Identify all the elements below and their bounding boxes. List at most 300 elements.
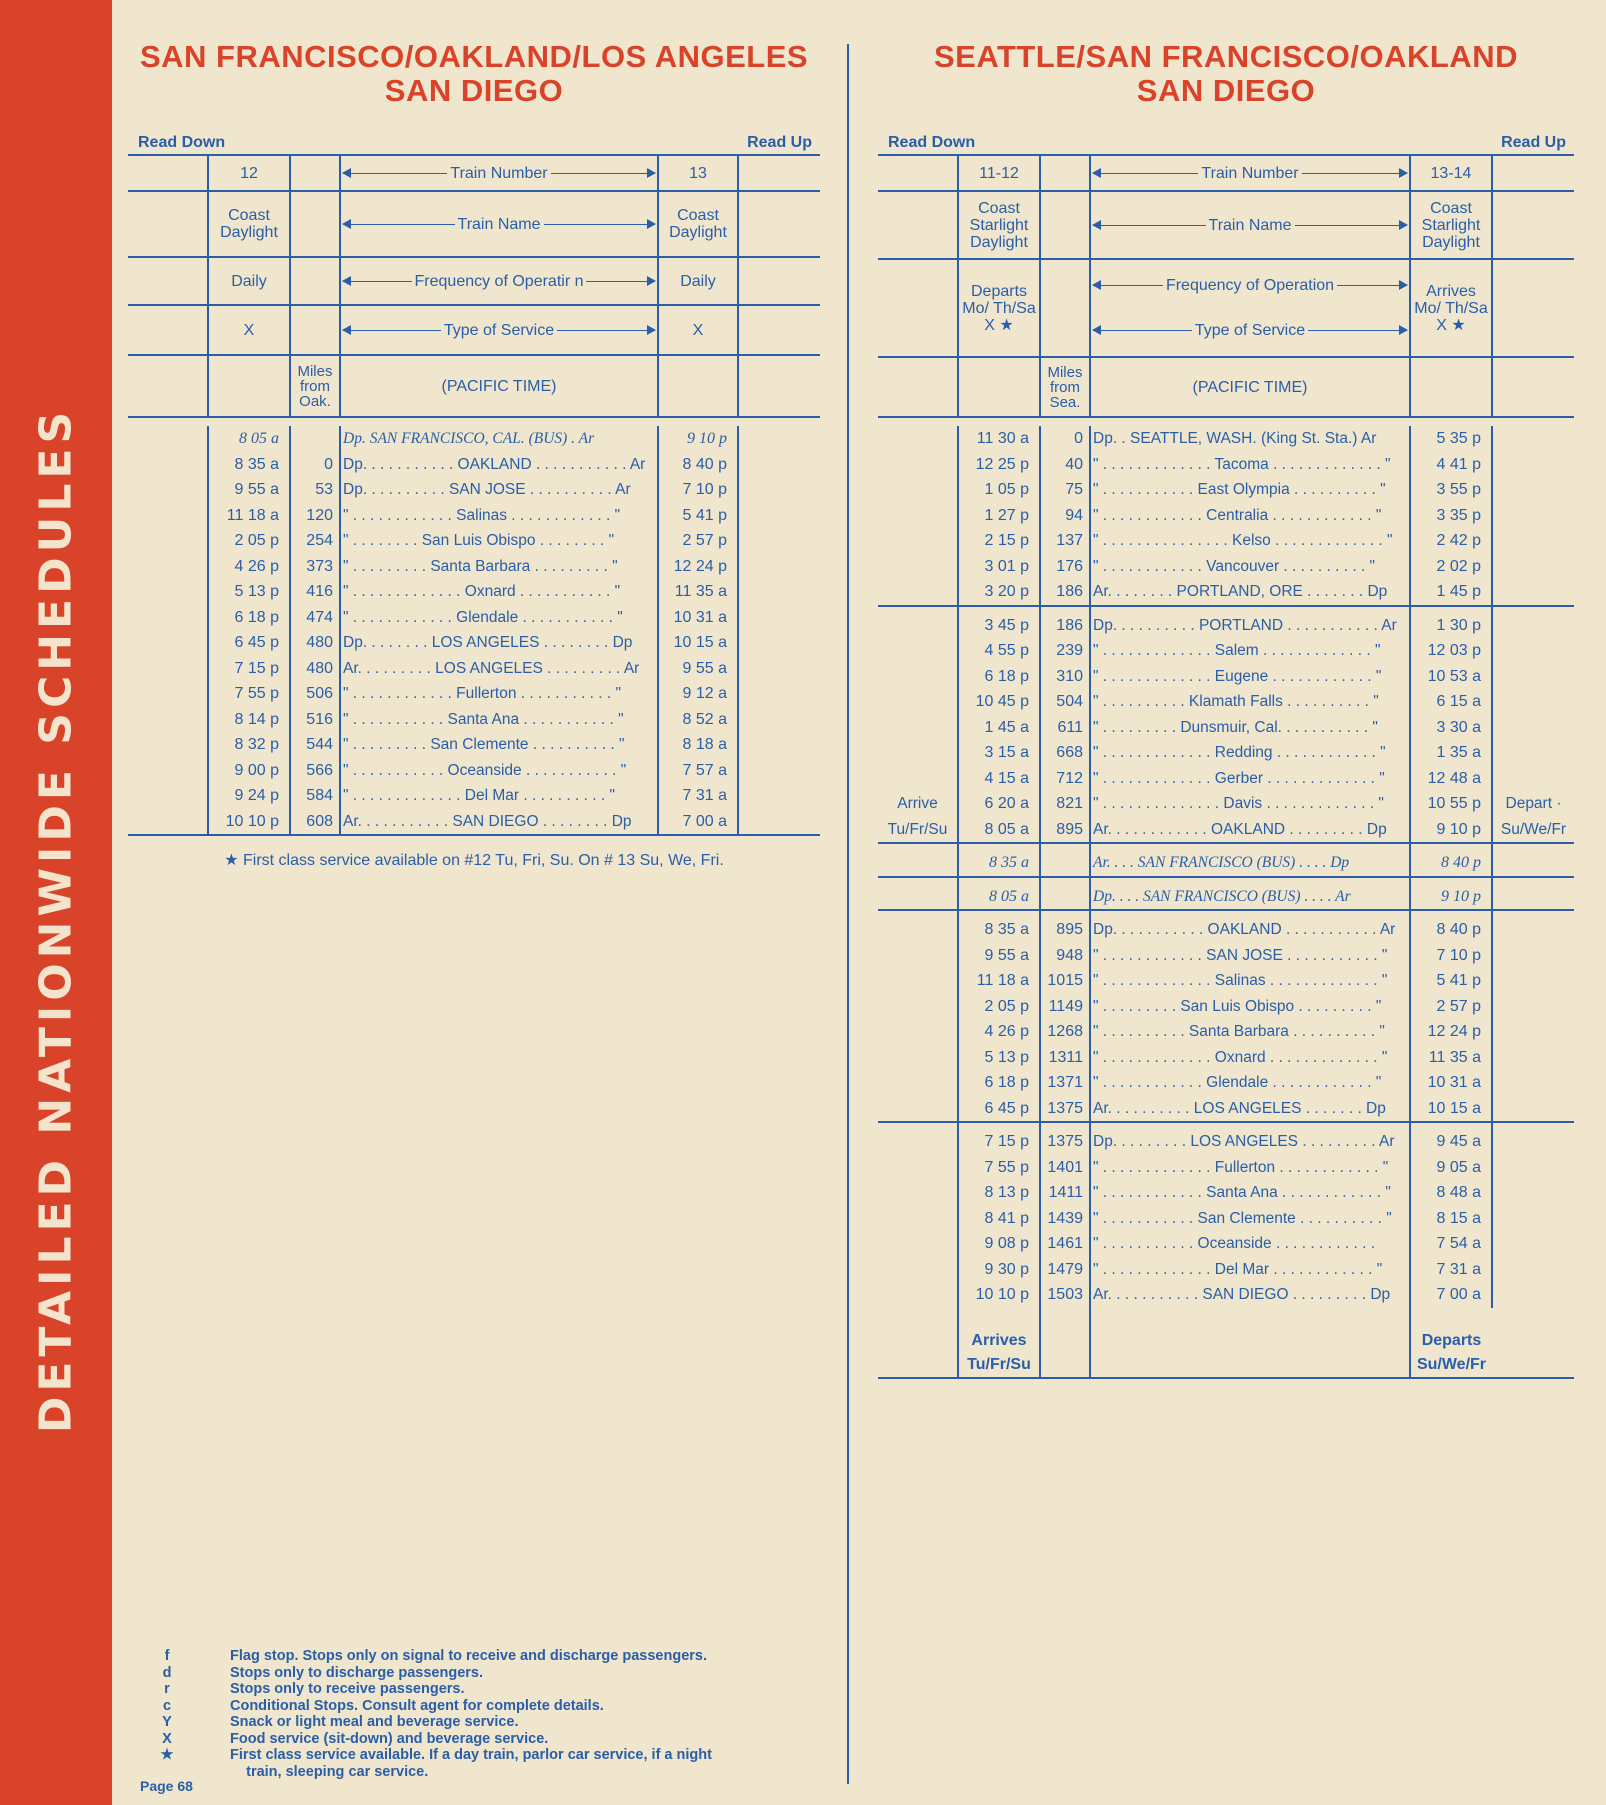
- right-schedule-row: [878, 664, 1574, 690]
- right-station: " . . . . . . . . . . . . . Eugene . . . . . . . . . . . . ": [1090, 664, 1410, 690]
- right-schedule-row: [878, 791, 1574, 817]
- sidebar-band: [0, 0, 112, 1805]
- left-miles: 584: [290, 783, 340, 809]
- right-station: " . . . . . . . . . . . . SAN JOSE . . . . . . . . . . . ": [1090, 943, 1410, 969]
- left-down-time: 5 13 p: [208, 579, 290, 605]
- right-down-time: 10 45 p: [958, 689, 1040, 715]
- legend-text: First class service available. If a day train, parlor car service, if a night: [230, 1747, 712, 1763]
- left-station: " . . . . . . . . . . . Santa Ana . . . . . . . . . . . ": [340, 707, 658, 733]
- right-bottom-lead: [878, 1308, 958, 1378]
- right-station: " . . . . . . . . . . . . . Tacoma . . . . . . . . . . . . . ": [1090, 452, 1410, 478]
- left-lead-label: [128, 732, 208, 758]
- left-miles: 506: [290, 681, 340, 707]
- right-lead-label: [878, 503, 958, 529]
- left-schedule-row: [128, 528, 820, 554]
- left-miles: 566: [290, 758, 340, 784]
- legend-text: Conditional Stops. Consult agent for complete details.: [230, 1697, 604, 1714]
- right-down-time: 3 20 p: [958, 579, 1040, 606]
- left-lead-label: [128, 809, 208, 836]
- legend-item: [140, 1731, 712, 1748]
- right-miles: 1479: [1040, 1257, 1090, 1283]
- left-down-time: 7 15 p: [208, 656, 290, 682]
- right-station: Ar. . . . . . . . . . LOS ANGELES . . . . . . . Dp: [1090, 1096, 1410, 1123]
- right-up-time: 8 15 a: [1410, 1206, 1492, 1232]
- left-frequency-arrow: Frequency of Operatir n: [343, 273, 655, 290]
- right-trail-label: [1492, 1180, 1574, 1206]
- right-bottom-trail: [1492, 1308, 1574, 1378]
- right-bottom-station: [1090, 1308, 1410, 1378]
- right-schedule-row: [878, 1045, 1574, 1071]
- right-lead-label: [878, 689, 958, 715]
- right-station: Dp. . . . SAN FRANCISCO (BUS) . . . . Ar: [1090, 884, 1410, 911]
- left-up-number: 13: [658, 155, 738, 191]
- right-miles: 137: [1040, 528, 1090, 554]
- left-trail-label: [738, 528, 820, 554]
- left-lead-label: [128, 783, 208, 809]
- right-up-time: 1 35 a: [1410, 740, 1492, 766]
- left-miles: 53: [290, 477, 340, 503]
- right-schedule-row: [878, 1180, 1574, 1206]
- left-station: " . . . . . . . . . . . . Salinas . . . . . . . . . . . . ": [340, 503, 658, 529]
- right-trail-label: [1492, 1206, 1574, 1232]
- right-lead-label: [878, 1282, 958, 1308]
- page-number: Page 68: [140, 1778, 193, 1794]
- right-up-time: 12 48 a: [1410, 766, 1492, 792]
- right-up-name: Coast Starlight Daylight: [1410, 191, 1492, 259]
- right-miles: 1371: [1040, 1070, 1090, 1096]
- right-schedule-row: [878, 1231, 1574, 1257]
- left-up-type: X: [658, 305, 738, 355]
- left-up-time: 5 41 p: [658, 503, 738, 529]
- left-station: Dp. SAN FRANCISCO, CAL. (BUS) . Ar: [340, 426, 658, 452]
- right-schedule-table: [878, 154, 1574, 1379]
- right-down-time: 12 25 p: [958, 452, 1040, 478]
- right-up-time: 8 40 p: [1410, 917, 1492, 943]
- right-down-time: 4 55 p: [958, 638, 1040, 664]
- left-footnote: ★ First class service available on #12 Tu, Fri, Su. On # 13 Su, We, Fri.: [224, 852, 724, 869]
- right-station: " . . . . . . . . . . . . Centralia . . . . . . . . . . . . ": [1090, 503, 1410, 529]
- right-station: Ar. . . . . . . . . . . SAN DIEGO . . . . . . . . . Dp: [1090, 1282, 1410, 1308]
- left-title-line2: SAN DIEGO: [384, 73, 564, 108]
- right-lead-label: [878, 528, 958, 554]
- right-miles: 821: [1040, 791, 1090, 817]
- right-trail-label: [1492, 850, 1574, 877]
- right-station: Dp. . . . . . . . . . . OAKLAND . . . . . . . . . . . Ar: [1090, 917, 1410, 943]
- right-miles: 504: [1040, 689, 1090, 715]
- right-down-time: 8 41 p: [958, 1206, 1040, 1232]
- right-miles: 1015: [1040, 968, 1090, 994]
- left-up-time: 11 35 a: [658, 579, 738, 605]
- left-up-time: 8 52 a: [658, 707, 738, 733]
- left-station: " . . . . . . . . . . . . Fullerton . . . . . . . . . . . ": [340, 681, 658, 707]
- left-down-time: 10 10 p: [208, 809, 290, 836]
- left-miles: 373: [290, 554, 340, 580]
- left-down-time: 4 26 p: [208, 554, 290, 580]
- right-station: " . . . . . . . . . . . . . Del Mar . . . . . . . . . . . . ": [1090, 1257, 1410, 1283]
- left-down-time: 9 55 a: [208, 477, 290, 503]
- right-lead-label: [878, 452, 958, 478]
- right-trail-label: [1492, 638, 1574, 664]
- right-trail-label: [1492, 994, 1574, 1020]
- left-schedule-row: [128, 681, 820, 707]
- right-up-time: 11 35 a: [1410, 1045, 1492, 1071]
- right-schedule-row: [878, 452, 1574, 478]
- right-up-time: 10 31 a: [1410, 1070, 1492, 1096]
- legend-key: d: [162, 1664, 172, 1681]
- right-schedule-row: [878, 638, 1574, 664]
- left-down-time: 6 45 p: [208, 630, 290, 656]
- left-down-time: 9 24 p: [208, 783, 290, 809]
- right-station: " . . . . . . . . . . . . . Oxnard . . . . . . . . . . . . . ": [1090, 1045, 1410, 1071]
- left-up-time: 9 55 a: [658, 656, 738, 682]
- left-schedule-row: [128, 477, 820, 503]
- right-down-time: 8 05 a: [958, 817, 1040, 844]
- right-up-time: 1 45 p: [1410, 579, 1492, 606]
- right-trail-label: [1492, 689, 1574, 715]
- right-trail-label: [1492, 943, 1574, 969]
- legend-key: c: [162, 1697, 172, 1714]
- right-down-name: Coast Starlight Daylight: [958, 191, 1040, 259]
- left-timetable: [128, 40, 820, 870]
- left-station: Ar. . . . . . . . . . . SAN DIEGO . . . . . . . . Dp: [340, 809, 658, 836]
- right-up-type: X ★: [1436, 316, 1466, 334]
- right-miles: 0: [1040, 426, 1090, 452]
- left-down-time: 11 18 a: [208, 503, 290, 529]
- left-up-time: 7 31 a: [658, 783, 738, 809]
- left-up-time: 7 00 a: [658, 809, 738, 836]
- right-miles: 176: [1040, 554, 1090, 580]
- right-down-time: 8 35 a: [958, 850, 1040, 877]
- left-station: " . . . . . . . . . . . Oceanside . . . . . . . . . . . ": [340, 758, 658, 784]
- left-schedule-row: [128, 630, 820, 656]
- left-schedule-row: [128, 758, 820, 784]
- right-read-up: Read Up: [1501, 134, 1566, 151]
- left-read-up: Read Up: [747, 134, 812, 151]
- left-schedule-row: [128, 503, 820, 529]
- right-lead-label: [878, 638, 958, 664]
- left-lead-label: [128, 605, 208, 631]
- right-schedule-row: [878, 1129, 1574, 1155]
- right-down-time: 3 15 a: [958, 740, 1040, 766]
- right-miles: [1040, 884, 1090, 911]
- right-lead-label: [878, 1070, 958, 1096]
- right-up-time: 10 53 a: [1410, 664, 1492, 690]
- right-title-line1: SEATTLE/SAN FRANCISCO/OAKLAND: [934, 39, 1518, 74]
- right-station: " . . . . . . . . . . . . . Salem . . . . . . . . . . . . . ": [1090, 638, 1410, 664]
- right-station: Dp. . . . . . . . . . PORTLAND . . . . . . . . . . . Ar: [1090, 613, 1410, 639]
- right-up-time: 10 15 a: [1410, 1096, 1492, 1123]
- right-lead-label: [878, 426, 958, 452]
- right-up-time: 5 41 p: [1410, 968, 1492, 994]
- left-schedule-row: [128, 605, 820, 631]
- left-down-time: 6 18 p: [208, 605, 290, 631]
- left-trail-label: [738, 452, 820, 478]
- left-up-time: 10 31 a: [658, 605, 738, 631]
- right-down-time: 4 26 p: [958, 1019, 1040, 1045]
- left-miles: 474: [290, 605, 340, 631]
- left-up-time: 8 40 p: [658, 452, 738, 478]
- left-down-time: 2 05 p: [208, 528, 290, 554]
- right-trail-label: [1492, 1096, 1574, 1123]
- right-trail-label: [1492, 1070, 1574, 1096]
- legend-text: Flag stop. Stops only on signal to receive and discharge passengers.: [230, 1648, 708, 1664]
- right-up-time: 4 41 p: [1410, 452, 1492, 478]
- right-lead-label: [878, 1096, 958, 1123]
- right-lead-label: [878, 1257, 958, 1283]
- right-lead-label: [878, 740, 958, 766]
- right-up-time: 3 30 a: [1410, 715, 1492, 741]
- left-lead-label: [128, 554, 208, 580]
- right-station: " . . . . . . . . . . . . Santa Ana . . . . . . . . . . . . ": [1090, 1180, 1410, 1206]
- right-lead-label: [878, 664, 958, 690]
- right-train-number-arrow: Train Number: [1093, 165, 1407, 182]
- right-schedule-row: [878, 554, 1574, 580]
- right-up-time: 5 35 p: [1410, 426, 1492, 452]
- right-miles: 1439: [1040, 1206, 1090, 1232]
- right-station: Ar. . . . . . . . PORTLAND, ORE . . . . . . . Dp: [1090, 579, 1410, 606]
- right-title-line2: SAN DIEGO: [1136, 73, 1316, 108]
- right-miles: 239: [1040, 638, 1090, 664]
- left-up-time: 2 57 p: [658, 528, 738, 554]
- legend-text: Snack or light meal and beverage service.: [230, 1714, 519, 1730]
- right-time-zone: (PACIFIC TIME): [1090, 357, 1410, 417]
- right-lead-label: [878, 1019, 958, 1045]
- left-schedule-row: [128, 656, 820, 682]
- right-lead-label: [878, 1180, 958, 1206]
- left-miles: [290, 426, 340, 452]
- right-miles: 1411: [1040, 1180, 1090, 1206]
- legend-text: train, sleeping car service.: [230, 1763, 429, 1780]
- right-up-time: 2 02 p: [1410, 554, 1492, 580]
- right-station: " . . . . . . . . . . . . . Gerber . . . . . . . . . . . . . ": [1090, 766, 1410, 792]
- right-schedule-row: [878, 994, 1574, 1020]
- left-down-time: 8 32 p: [208, 732, 290, 758]
- right-down-time: 6 18 p: [958, 1070, 1040, 1096]
- right-schedule-row: [878, 1282, 1574, 1308]
- right-schedule-row: [878, 715, 1574, 741]
- right-up-time: 7 10 p: [1410, 943, 1492, 969]
- legend-text: Stops only to receive passengers.: [230, 1681, 465, 1697]
- left-up-name: Coast Daylight: [658, 191, 738, 257]
- right-down-time: 2 15 p: [958, 528, 1040, 554]
- right-lead-label: [878, 715, 958, 741]
- right-up-frequency: Arrives Mo/ Th/Sa X ★: [1410, 259, 1492, 357]
- right-miles: 1149: [1040, 994, 1090, 1020]
- right-station: " . . . . . . . . . . Klamath Falls . . . . . . . . . . ": [1090, 689, 1410, 715]
- right-station: " . . . . . . . . . . . . . . . Kelso . . . . . . . . . . . . . ": [1090, 528, 1410, 554]
- left-miles: 544: [290, 732, 340, 758]
- left-lead-label: [128, 758, 208, 784]
- left-trail-label: [738, 426, 820, 452]
- left-miles: 480: [290, 630, 340, 656]
- right-down-frequency: Departs Mo/ Th/Sa X ★: [958, 259, 1040, 357]
- right-miles: 94: [1040, 503, 1090, 529]
- left-lead-label: [128, 579, 208, 605]
- left-trail-label: [738, 707, 820, 733]
- right-trail-label: [1492, 528, 1574, 554]
- right-station: " . . . . . . . . . . . East Olympia . . . . . . . . . . ": [1090, 477, 1410, 503]
- left-lead-label: [128, 426, 208, 452]
- right-schedule-row: [878, 503, 1574, 529]
- legend-text: Stops only to discharge passengers.: [230, 1664, 484, 1681]
- right-depart-label: Depart · Su/We/Fr: [1492, 791, 1574, 843]
- left-down-time: 8 35 a: [208, 452, 290, 478]
- right-miles: 1461: [1040, 1231, 1090, 1257]
- left-station: " . . . . . . . . . . . . . Oxnard . . . . . . . . . . . ": [340, 579, 658, 605]
- right-schedule-row: [878, 477, 1574, 503]
- right-up-time: 3 35 p: [1410, 503, 1492, 529]
- right-station: " . . . . . . . . . . . . Glendale . . . . . . . . . . . . ": [1090, 1070, 1410, 1096]
- right-schedule-row: [878, 426, 1574, 452]
- right-station: " . . . . . . . . . . . . . Redding . . . . . . . . . . . . ": [1090, 740, 1410, 766]
- column-divider: [847, 44, 849, 1784]
- left-down-frequency: Daily: [208, 257, 290, 305]
- right-schedule-row: [878, 1019, 1574, 1045]
- right-schedule-row: [878, 1206, 1574, 1232]
- legend: [140, 1648, 712, 1780]
- left-schedule-row: [128, 732, 820, 758]
- right-up-time: 7 00 a: [1410, 1282, 1492, 1308]
- right-miles: 712: [1040, 766, 1090, 792]
- legend-item: [140, 1648, 712, 1665]
- right-station: " . . . . . . . . . Dunsmuir, Cal. . . . . . . . . . . ": [1090, 715, 1410, 741]
- right-trail-label: [1492, 613, 1574, 639]
- sidebar-title: DETAILED NATIONWIDE SCHEDULES: [30, 406, 82, 1434]
- right-trail-label: [1492, 884, 1574, 911]
- left-up-time: 9 12 a: [658, 681, 738, 707]
- right-schedule-row: [878, 917, 1574, 943]
- right-down-number: 11-12: [958, 155, 1040, 191]
- left-lead-label: [128, 503, 208, 529]
- right-lead-label: [878, 579, 958, 606]
- right-schedule-row: [878, 528, 1574, 554]
- left-lead-label: [128, 656, 208, 682]
- right-train-name-arrow: Train Name: [1093, 217, 1407, 234]
- left-up-time: 7 57 a: [658, 758, 738, 784]
- right-station: Dp. . SEATTLE, WASH. (King St. Sta.) Ar: [1090, 426, 1410, 452]
- left-station: Dp. . . . . . . . . . SAN JOSE . . . . . . . . . . Ar: [340, 477, 658, 503]
- right-down-time: 6 20 a: [958, 791, 1040, 817]
- right-trail-label: [1492, 1019, 1574, 1045]
- left-miles: 416: [290, 579, 340, 605]
- legend-item: [140, 1747, 712, 1764]
- right-lead-label: [878, 554, 958, 580]
- right-schedule-row: [878, 1155, 1574, 1181]
- left-station: Dp. . . . . . . . . . . OAKLAND . . . . . . . . . . . Ar: [340, 452, 658, 478]
- left-schedule-row: [128, 554, 820, 580]
- left-lead-label: [128, 528, 208, 554]
- right-station: Dp. . . . . . . . . LOS ANGELES . . . . . . . . . Ar: [1090, 1129, 1410, 1155]
- right-frequency-arrow: Frequency of Operation: [1093, 277, 1407, 294]
- right-up-time: 12 24 p: [1410, 1019, 1492, 1045]
- right-up-time: 1 30 p: [1410, 613, 1492, 639]
- right-trail-label: [1492, 917, 1574, 943]
- legend-key: f: [164, 1648, 170, 1664]
- right-miles: 1375: [1040, 1129, 1090, 1155]
- left-schedule-row: [128, 452, 820, 478]
- right-station: " . . . . . . . . . . Santa Barbara . . . . . . . . . . ": [1090, 1019, 1410, 1045]
- left-lead-label: [128, 630, 208, 656]
- left-down-number: 12: [208, 155, 290, 191]
- left-trail-label: [738, 809, 820, 836]
- left-miles-label: Miles from Oak.: [290, 355, 340, 417]
- left-miles: 608: [290, 809, 340, 836]
- right-down-time: 9 55 a: [958, 943, 1040, 969]
- right-lead-label: [878, 1231, 958, 1257]
- right-down-time: 2 05 p: [958, 994, 1040, 1020]
- right-miles: 895: [1040, 917, 1090, 943]
- right-miles: 186: [1040, 613, 1090, 639]
- right-schedule-row: [878, 968, 1574, 994]
- right-down-time: 5 13 p: [958, 1045, 1040, 1071]
- right-up-time: 2 57 p: [1410, 994, 1492, 1020]
- right-trail-label: [1492, 1129, 1574, 1155]
- right-lead-label: [878, 917, 958, 943]
- right-timetable: [878, 40, 1574, 1379]
- left-trail-label: [738, 477, 820, 503]
- right-schedule-row: [878, 740, 1574, 766]
- left-down-name: Coast Daylight: [208, 191, 290, 257]
- left-up-frequency: Daily: [658, 257, 738, 305]
- right-down-time: 11 30 a: [958, 426, 1040, 452]
- left-up-time: 12 24 p: [658, 554, 738, 580]
- right-station: Ar. . . . SAN FRANCISCO (BUS) . . . . Dp: [1090, 850, 1410, 877]
- left-lead-label: [128, 452, 208, 478]
- legend-key: r: [164, 1681, 170, 1697]
- right-up-time: 12 03 p: [1410, 638, 1492, 664]
- left-trail-label: [738, 605, 820, 631]
- right-trail-label: [1492, 740, 1574, 766]
- left-trail-label: [738, 681, 820, 707]
- left-train-number-arrow: Train Number: [343, 165, 655, 182]
- left-station: Ar. . . . . . . . . LOS ANGELES . . . . . . . . . Ar: [340, 656, 658, 682]
- left-schedule-row: [128, 707, 820, 733]
- right-down-time: 8 13 p: [958, 1180, 1040, 1206]
- right-miles: 1311: [1040, 1045, 1090, 1071]
- left-train-name-arrow: Train Name: [343, 216, 655, 233]
- right-schedule-row: [878, 1257, 1574, 1283]
- right-trail-label: [1492, 1282, 1574, 1308]
- right-trail-label: [1492, 968, 1574, 994]
- right-up-time: 9 05 a: [1410, 1155, 1492, 1181]
- left-schedule-table: [128, 154, 820, 836]
- right-bottom-miles: [1040, 1308, 1090, 1378]
- right-down-time: 4 15 a: [958, 766, 1040, 792]
- right-lead-label: [878, 613, 958, 639]
- left-schedule-row: [128, 426, 820, 452]
- right-down-time: 3 01 p: [958, 554, 1040, 580]
- right-lead-label: [878, 884, 958, 911]
- right-trail-label: [1492, 1045, 1574, 1071]
- right-up-time: 7 54 a: [1410, 1231, 1492, 1257]
- right-schedule-row: [878, 766, 1574, 792]
- right-trail-label: [1492, 503, 1574, 529]
- right-miles: 1401: [1040, 1155, 1090, 1181]
- right-up-time: 3 55 p: [1410, 477, 1492, 503]
- right-schedule-row: [878, 943, 1574, 969]
- right-miles: 1268: [1040, 1019, 1090, 1045]
- right-station: " . . . . . . . . . . . . Vancouver . . . . . . . . . . ": [1090, 554, 1410, 580]
- right-down-time: 3 45 p: [958, 613, 1040, 639]
- left-trail-label: [738, 758, 820, 784]
- left-trail-label: [738, 732, 820, 758]
- right-lead-label: [878, 1129, 958, 1155]
- right-miles: 186: [1040, 579, 1090, 606]
- left-station: " . . . . . . . . . San Clemente . . . . . . . . . . ": [340, 732, 658, 758]
- right-trail-label: [1492, 766, 1574, 792]
- legend-item: [140, 1714, 712, 1731]
- right-lead-label: [878, 1206, 958, 1232]
